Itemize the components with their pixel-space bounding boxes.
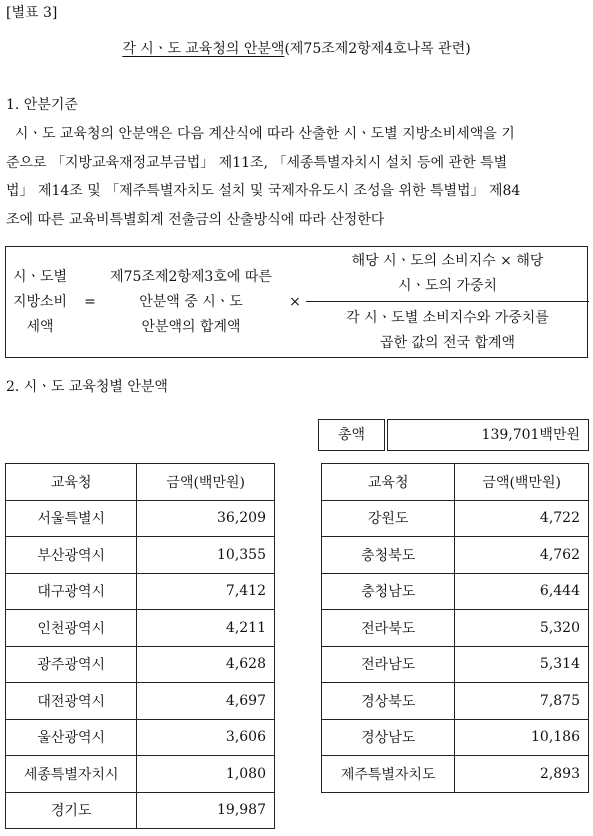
table-row [322,500,589,537]
col-name-header: 교육청 [322,464,455,501]
office-name: 경상북도 [322,683,455,720]
table-row [322,719,589,756]
office-name: 대전광역시 [6,683,137,720]
table-left [5,463,275,829]
fraction-bar [306,301,589,302]
para-line: 준으로 「지방교육재정교부금법」 제11조, 「세종특별자치시 설치 등에 관한 특별 [6,154,508,171]
table-row [6,756,275,793]
office-amount: 4,211 [137,610,275,647]
numerator-line: 해당 시ㆍ도의 소비지수 × 해당 [351,253,544,269]
table-row [322,756,589,793]
office-name: 전라남도 [322,646,455,683]
formula-lhs [10,265,70,340]
title-main: 각 시ㆍ도 교육청의 안분액 [122,41,285,57]
table-row [322,537,589,574]
formula-denominator [306,306,589,356]
office-amount: 1,080 [137,756,275,793]
office-amount: 4,628 [137,646,275,683]
formula-lhs-line: 지방소비 [12,294,68,310]
table-header-row [322,464,589,501]
para-line: 시ㆍ도 교육청의 안분액은 다음 계산식에 따라 산출한 시ㆍ도별 지방소비세액을 기 [6,126,515,142]
formula-lhs-line: 세액 [26,319,54,335]
office-amount: 7,412 [137,573,275,610]
appendix-tag: [별표 3] [6,5,58,21]
table-row [6,646,275,683]
table-row [322,573,589,610]
table-row [6,683,275,720]
office-name: 세종특별자치시 [6,756,137,793]
table-row [6,719,275,756]
office-name: 충청남도 [322,573,455,610]
office-amount: 19,987 [137,792,275,829]
table-row [6,500,275,537]
formula-equals: = [84,294,96,310]
table-row [322,646,589,683]
office-amount: 36,209 [137,500,275,537]
section2-heading: 2. 시ㆍ도 교육청별 안분액 [6,379,168,395]
office-name: 부산광역시 [6,537,137,574]
title-paren: (제75조제2항제4호나목 관련) [284,41,471,57]
office-name: 경상남도 [322,719,455,756]
office-name: 대구광역시 [6,573,137,610]
office-name: 경기도 [6,792,137,829]
office-amount: 5,320 [455,610,589,647]
office-amount: 4,722 [455,500,589,537]
office-amount: 4,697 [137,683,275,720]
formula-mid-line: 제75조제2항제3호에 따른 [110,269,272,285]
office-amount: 5,314 [455,646,589,683]
formula-times: × [289,294,301,310]
table-row [6,792,275,829]
office-amount: 4,762 [455,537,589,574]
formula-box [5,246,588,358]
formula-middle [101,265,281,340]
table-row [6,537,275,574]
office-name: 광주광역시 [6,646,137,683]
section1-paragraph [6,120,586,234]
office-name: 인천광역시 [6,610,137,647]
col-amount-header: 금액(백만원) [137,464,275,501]
office-amount: 2,893 [455,756,589,793]
office-amount: 10,186 [455,719,589,756]
col-name-header: 교육청 [6,464,137,501]
table-row [322,610,589,647]
doc-title [0,38,593,58]
office-amount: 7,875 [455,683,589,720]
section1-heading: 1. 안분기준 [6,97,78,113]
office-name: 제주특별자치도 [322,756,455,793]
para-line: 조에 따른 교육비특별회계 전출금의 산출방식에 따라 산정한다 [6,211,385,228]
formula-lhs-line: 시ㆍ도별 [12,269,68,285]
table-row [6,573,275,610]
denominator-line: 곱한 값의 전국 합계액 [379,335,516,351]
office-name: 전라북도 [322,610,455,647]
col-amount-header: 금액(백만원) [455,464,589,501]
office-amount: 10,355 [137,537,275,574]
table-header-row [6,464,275,501]
formula-numerator [306,249,589,299]
para-line: 법」 제14조 및 「제주특별자치도 설치 및 국제자유도시 조성을 위한 특별법」 제84 [6,183,521,199]
table-row [322,683,589,720]
office-amount: 3,606 [137,719,275,756]
office-amount: 6,444 [455,573,589,610]
total-value: 139,701백만원 [387,419,589,451]
formula-mid-line: 안분액의 합계액 [141,319,241,335]
formula-mid-line: 안분액 중 시ㆍ도 [139,294,243,310]
table-right [321,463,589,793]
total-label: 총액 [318,419,385,451]
office-name: 충청북도 [322,537,455,574]
office-name: 울산광역시 [6,719,137,756]
office-name: 강원도 [322,500,455,537]
numerator-line: 시ㆍ도의 가중치 [397,278,498,294]
denominator-line: 각 시ㆍ도별 소비지수와 가중치를 [346,310,549,326]
table-row [6,610,275,647]
office-name: 서울특별시 [6,500,137,537]
